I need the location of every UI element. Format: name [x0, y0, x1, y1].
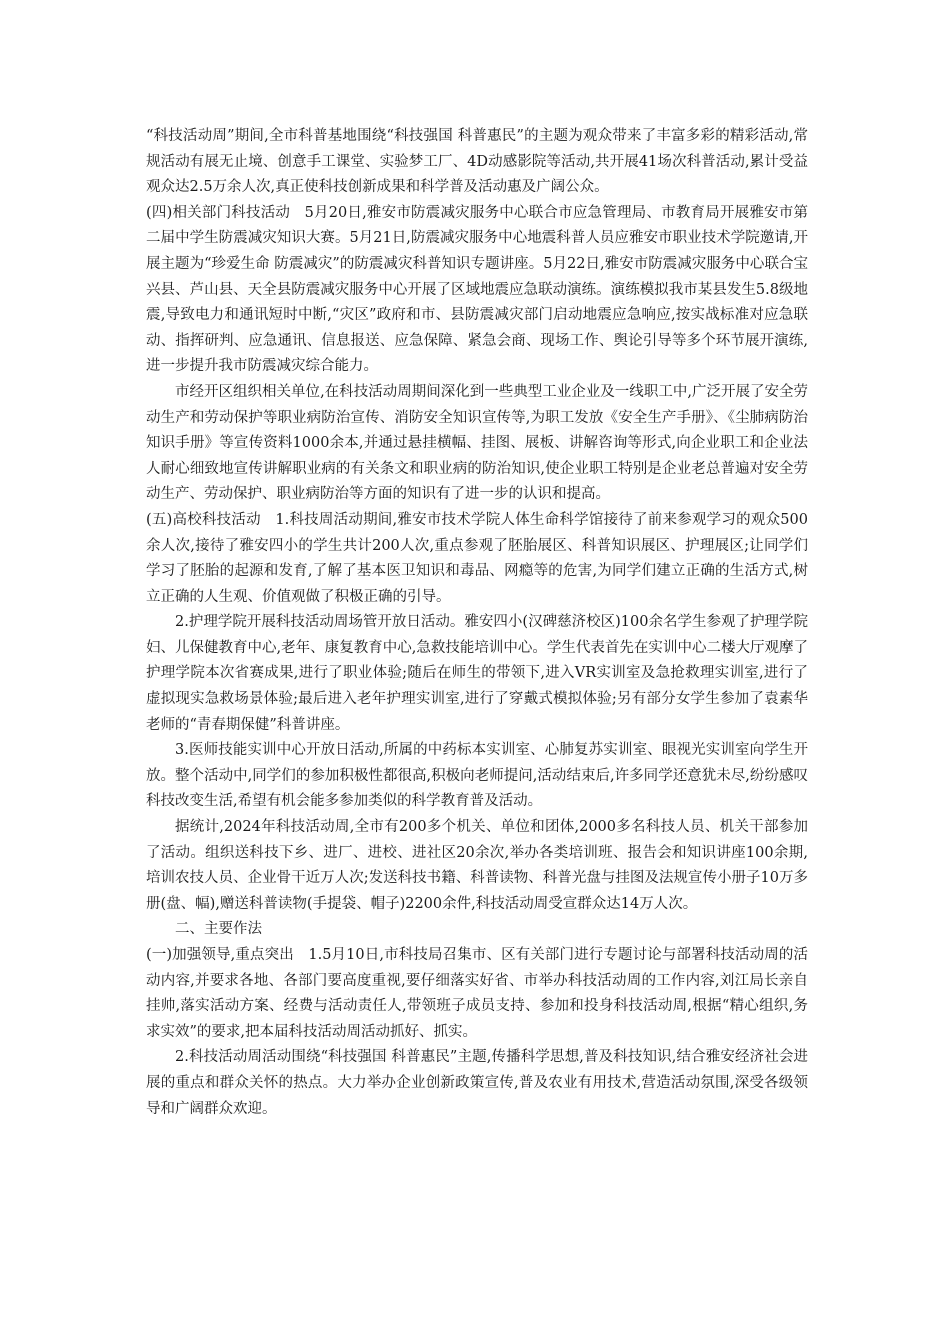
- paragraph-university-body: 1.科技周活动期间,雅安市技术学院人体生命科学馆接待了前来参观学习的观众500余人次,接待了雅安四小的学生共计200人次,重点参观了胚胎展区、科普知识展区、护理展区;让同学们学习了胚胎的起源和发育,了解了基本医卫知识和毒品、网瘾等的危害,为同学们建立正确的生活方式,树立正确的人生观、价值观做了积极正确的引导。: [146, 511, 808, 605]
- paragraph-university-activities: [146, 508, 808, 610]
- paragraph-department-body: 5月20日,雅安市防震减灾服务中心联合市应急管理局、市教育局开展雅安市第二届中学生防震减灾知识大赛。5月21日,防震减灾服务中心地震科普人员应雅安市职业技术学院邀请,开展主题为“珍爱生命 防震减灾”的防震减灾科普知识专题讲座。5月22日,雅安市防震减灾服务中心联合宝兴县、芦山县、天全县防震减灾服务中心开展了区域地震应急联动演练。演练模拟我市某县发生5.8级地震,导致电力和通讯短时中断,“灾区”政府和市、县防震减灾部门启动地震应急响应,按实战标准对应急联动、指挥研判、应急通讯、信息报送、应急保障、紧急会商、现场工作、舆论引导等多个环节展开演练,进一步提升我市防震减灾综合能力。: [146, 204, 808, 375]
- paragraph-leadership-body: 1.5月10日,市科技局召集市、区有关部门进行专题讨论与部署科技活动周的活动内容,并要求各地、各部门要高度重视,要仔细落实好省、市举办科技活动周的工作内容,刘江局长亲自挂帅,落实活动方案、经费与活动责任人,带领班子成员支持、参加和投身科技活动周,根据“精心组织,务求实效”的要求,把本届科技活动周活动抓好、抓实。: [146, 947, 808, 1040]
- paragraph-department-activities: [146, 201, 808, 380]
- paragraph-statistics: 据统计,2024年科技活动周,全市有200多个机关、单位和团体,2000多名科技人员、机关干部参加了活动。组织送科技下乡、进厂、进校、进社区20余次,举办各类培训班、报告会和知识讲座100余期,培训农技人员、企业骨干近万人次;发送科技书籍、科普读物、科普光盘与挂图及法规宣传小册子10万多册(盘、幅),赠送科普读物(手提袋、帽子)2200余件,科技活动周受宣群众达14万人次。: [146, 819, 808, 912]
- paragraph-nursing-open-day: 2.护理学院开展科技活动周场管开放日活动。雅安四小(汉碑慈济校区)100余名学生参观了护理学院妇、儿保健教育中心,老年、康复教育中心,急救技能培训中心。学生代表首先在实训中心二楼大厅观摩了护理学院本次省赛成果,进行了职业体验;随后在师生的带领下,进入VR实训室及急抢救理实训室,进行了虚拟现实急救场景体验;最后进入老年护理实训室,进行了穿戴式模拟体验;另有部分女学生参加了袁素华老师的“青春期保健”科普讲座。: [146, 614, 808, 733]
- section-heading-universities: (五)高校科技活动: [146, 511, 261, 528]
- paragraph-theme-activities: 2.科技活动周活动围绕“科技强国 科普惠民”主题,传播科学思想,普及科技知识,结合雅安经济社会进展的重点和群众关怀的热点。大力举办企业创新政策宣传,普及农业有用技术,营造活动氛围,深受各级领导和广阔群众欢迎。: [146, 1049, 808, 1117]
- paragraph-leadership: [146, 943, 808, 1045]
- paragraph-economic-zone: 市经开区组织相关单位,在科技活动周期间深化到一些典型工业企业及一线职工中,广泛开展了安全劳动生产和劳动保护等职业病防治宣传、消防安全知识宣传等,为职工发放《安全生产手册》、《尘肺病防治知识手册》等宣传资料1000余本,并通过悬挂横幅、挂图、展板、讲解咨询等形式,向企业职工和企业法人耐心细致地宣传讲解职业病的有关条文和职业病的防治知识,使企业职工特别是企业老总普遍对安全劳动生产、劳动保护、职业病防治等方面的知识有了进一步的认识和提高。: [146, 383, 808, 503]
- section-heading-departments: (四)相关部门科技活动: [146, 204, 291, 221]
- paragraph-science-base-activities: “科技活动周”期间,全市科普基地围绕“科技强国 科普惠民”的主题为观众带来了丰富多彩的精彩活动,常规活动有展无止境、创意手工课堂、实验梦工厂、4D动感影院等活动,共开展41场次科普活动,累计受益观众达2.5万余人次,真正使科技创新成果和科学普及活动惠及广阔公众。: [146, 128, 808, 196]
- document-body: [146, 124, 808, 1122]
- section-heading-leadership: (一)加强领导,重点突出: [146, 947, 294, 963]
- section-heading-main-methods: 二、主要作法: [175, 921, 262, 938]
- paragraph-physician-training-center: 3.医师技能实训中心开放日活动,所属的中药标本实训室、心肺复苏实训室、眼视光实训室向学生开放。整个活动中,同学们的参加积极性都很高,积极向老师提问,活动结束后,许多同学还意犹未尽,纷纷感叹科技改变生活,希望有机会能多参加类似的科学教育普及活动。: [146, 742, 808, 810]
